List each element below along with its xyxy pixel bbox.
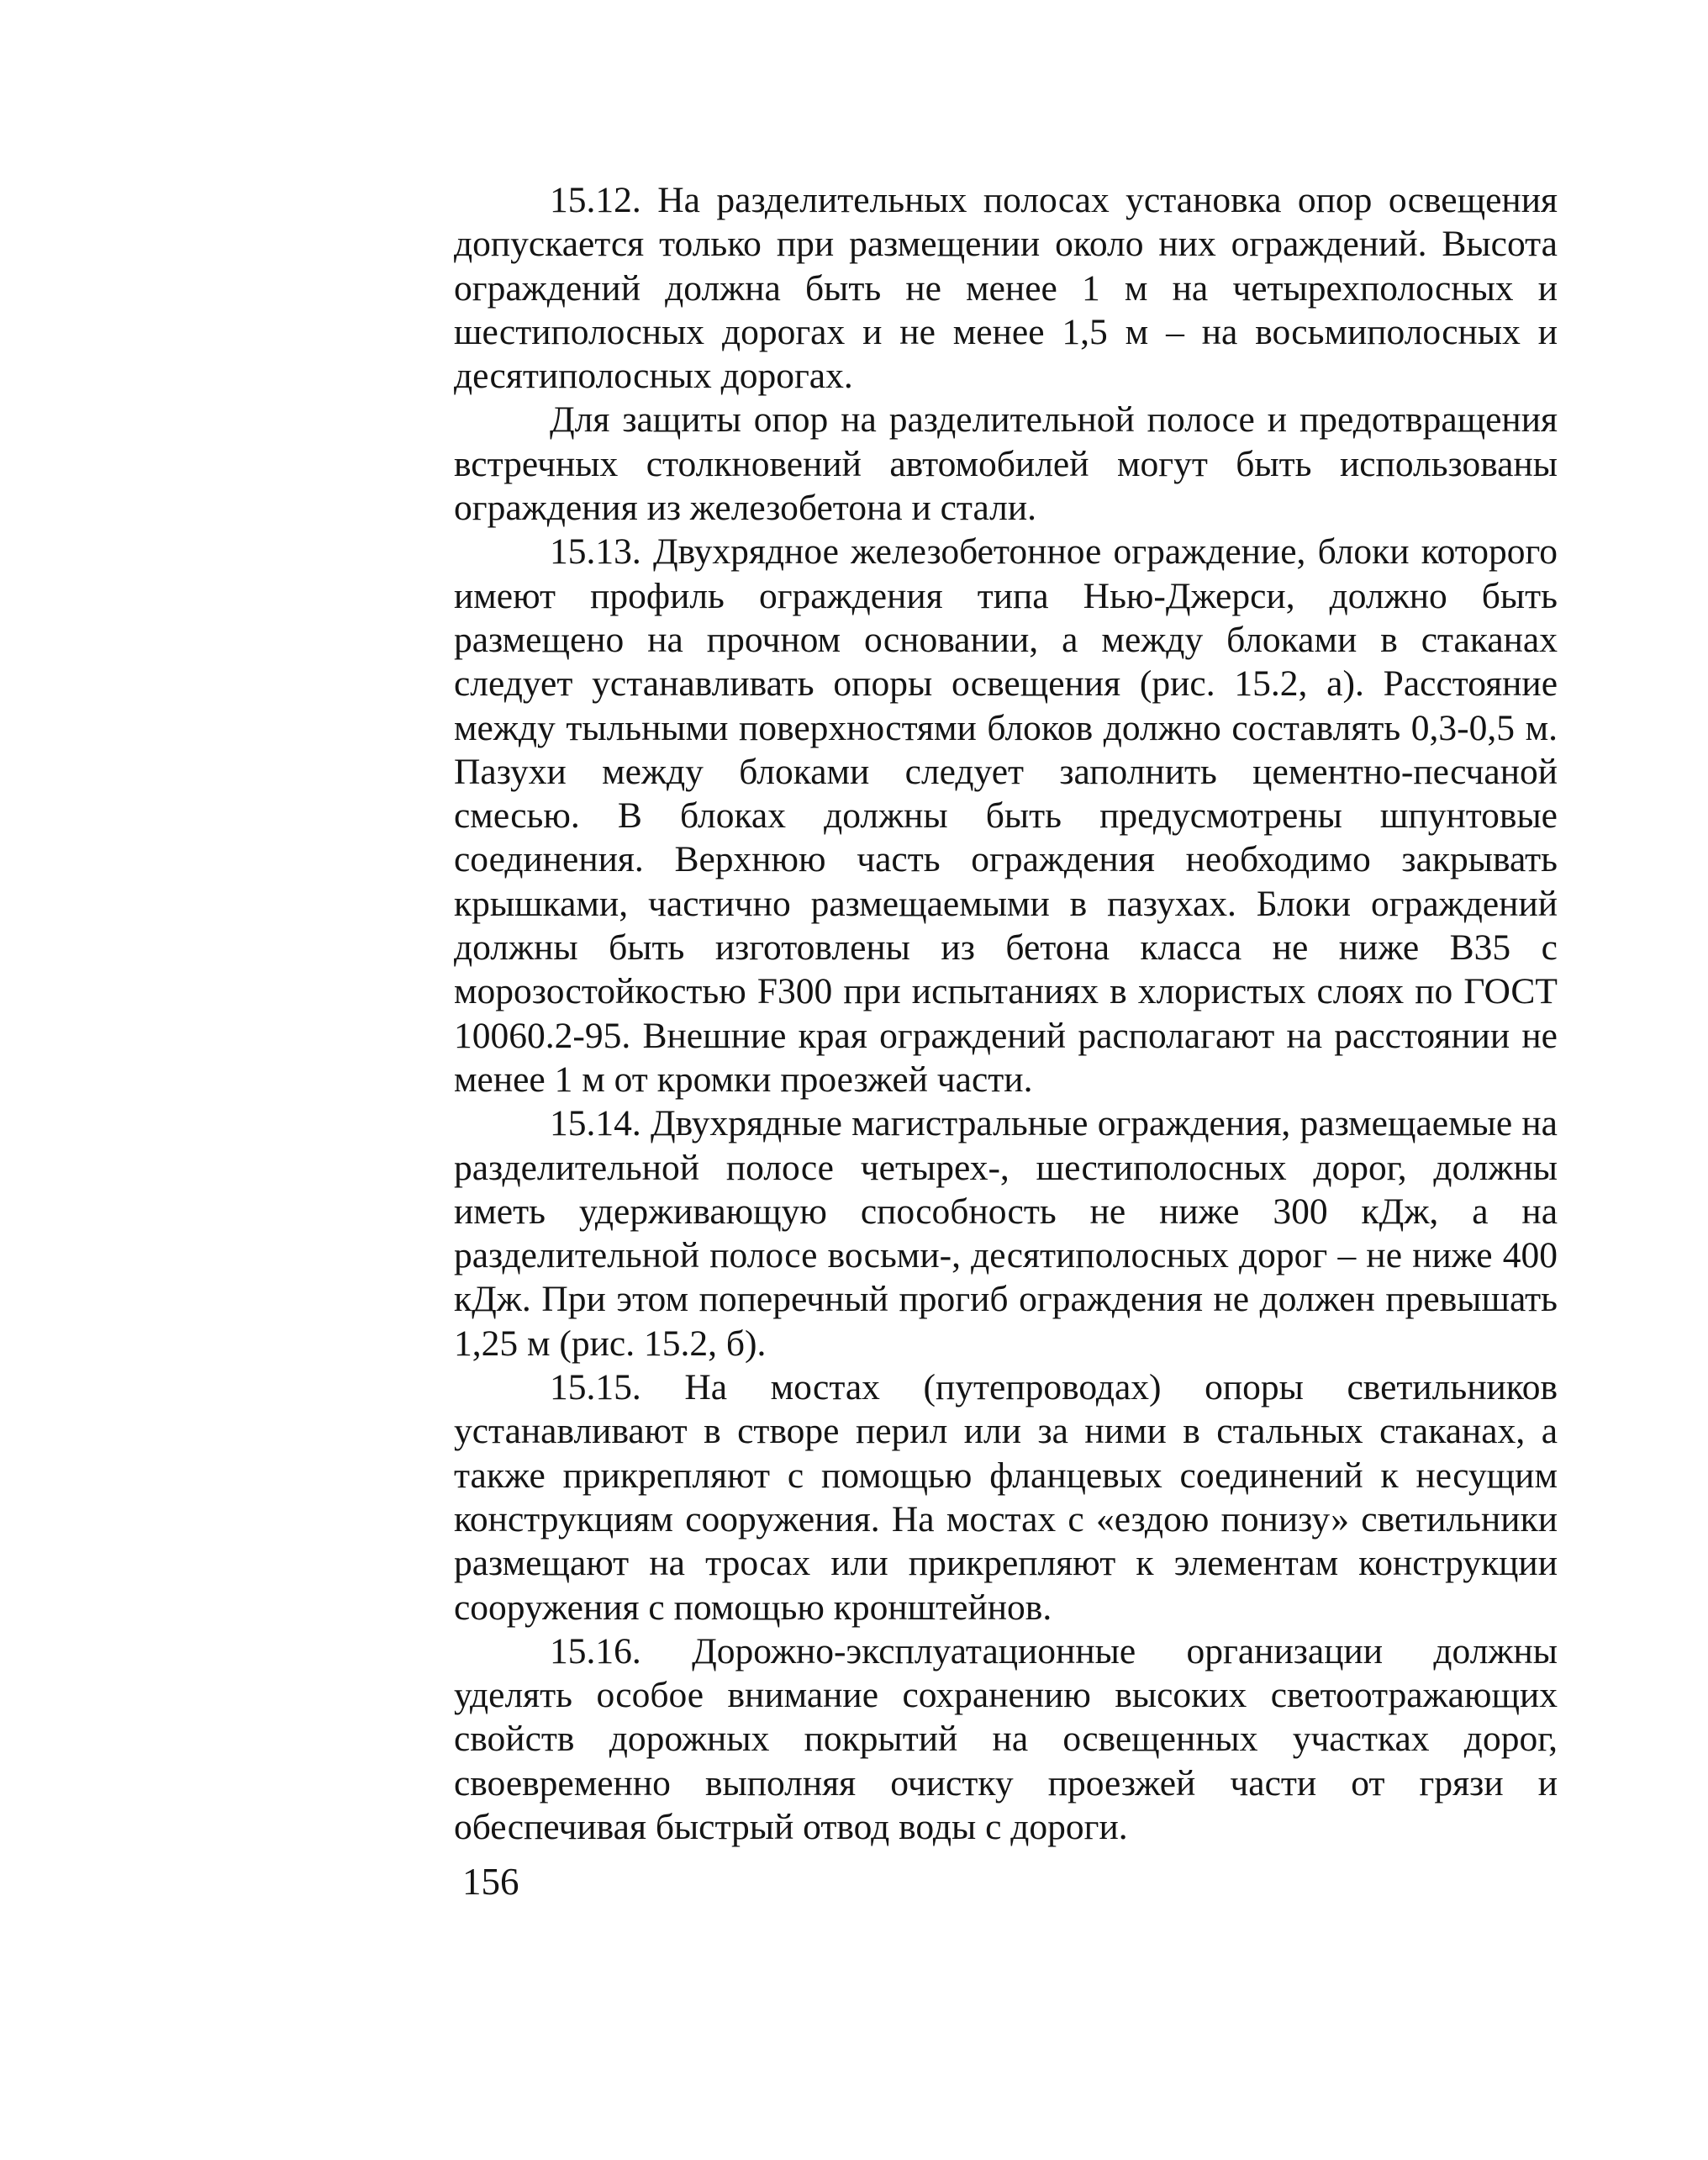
paragraph-15-16: 15.16. Дорожно-эксплуатационные организации должны уделять особое внимание сохранению высоких светоотражающих свойств дорожных покрытий на освещенных участках дорог, своевременно выполняя очистку проезжей части от грязи и обеспечивая быстрый отвод воды с дороги.	[454, 1630, 1558, 1847]
paragraph-protection: Для защиты опор на разделительной полосе и предотвращения встречных столкновений автомобилей могут быть использованы ограждения из железобетона и стали.	[454, 399, 1558, 529]
paragraph-15-14: 15.14. Двухрядные магистральные ограждения, размещаемые на разделительной полосе четырех-, шестиполосных дорог, должны иметь удерживающую способность не ниже 300 кДж, а на разделительной полосе восьми-, десятиполосных дорог – не ниже 400 кДж. При этом поперечный прогиб ограждения не должен превышать 1,25 м (рис. 15.2, б).	[454, 1103, 1558, 1364]
page-number: 156	[462, 1861, 519, 1903]
paragraph-15-12: 15.12. На разделительных полосах установка опор освещения допускается только при размещении около них ограждений. Высота ограждений должна быть не менее 1 м на четырехполосных и шестиполосных дорогах и не менее 1,5 м – на восьмиполосных и десятиполосных дорогах.	[454, 180, 1558, 397]
body-text	[454, 178, 1558, 1849]
paragraph-15-15: 15.15. На мостах (путепроводах) опоры светильников устанавливают в створе перил или за ними в стальных стаканах, а также прикрепляют с помощью фланцевых соединений к несущим конструкциям сооружения. На мостах с «ездою понизу» светильники размещают на тросах или прикрепляют к элементам конструкции сооружения с помощью кронштейнов.	[454, 1367, 1558, 1628]
paragraph-15-13: 15.13. Двухрядное железобетонное ограждение, блоки которого имеют профиль ограждения типа Нью-Джерси, должно быть размещено на прочном основании, а между блоками в стаканах следует устанавливать опоры освещения (рис. 15.2, а). Расстояние между тыльными поверхностями блоков должно составлять 0,3-0,5 м. Пазухи между блоками следует заполнить цементно-песчаной смесью. В блоках должны быть предусмотрены шпунтовые соединения. Верхнюю часть ограждения необходимо закрывать крышками, частично размещаемыми в пазухах. Блоки ограждений должны быть изготовлены из бетона класса не ниже В35 с морозостойкостью F300 при испытаниях в хлористых слоях по ГОСТ 10060.2-95. Внешние края ограждений располагают на расстоянии не менее 1 м от кромки проезжей части.	[454, 531, 1558, 1100]
